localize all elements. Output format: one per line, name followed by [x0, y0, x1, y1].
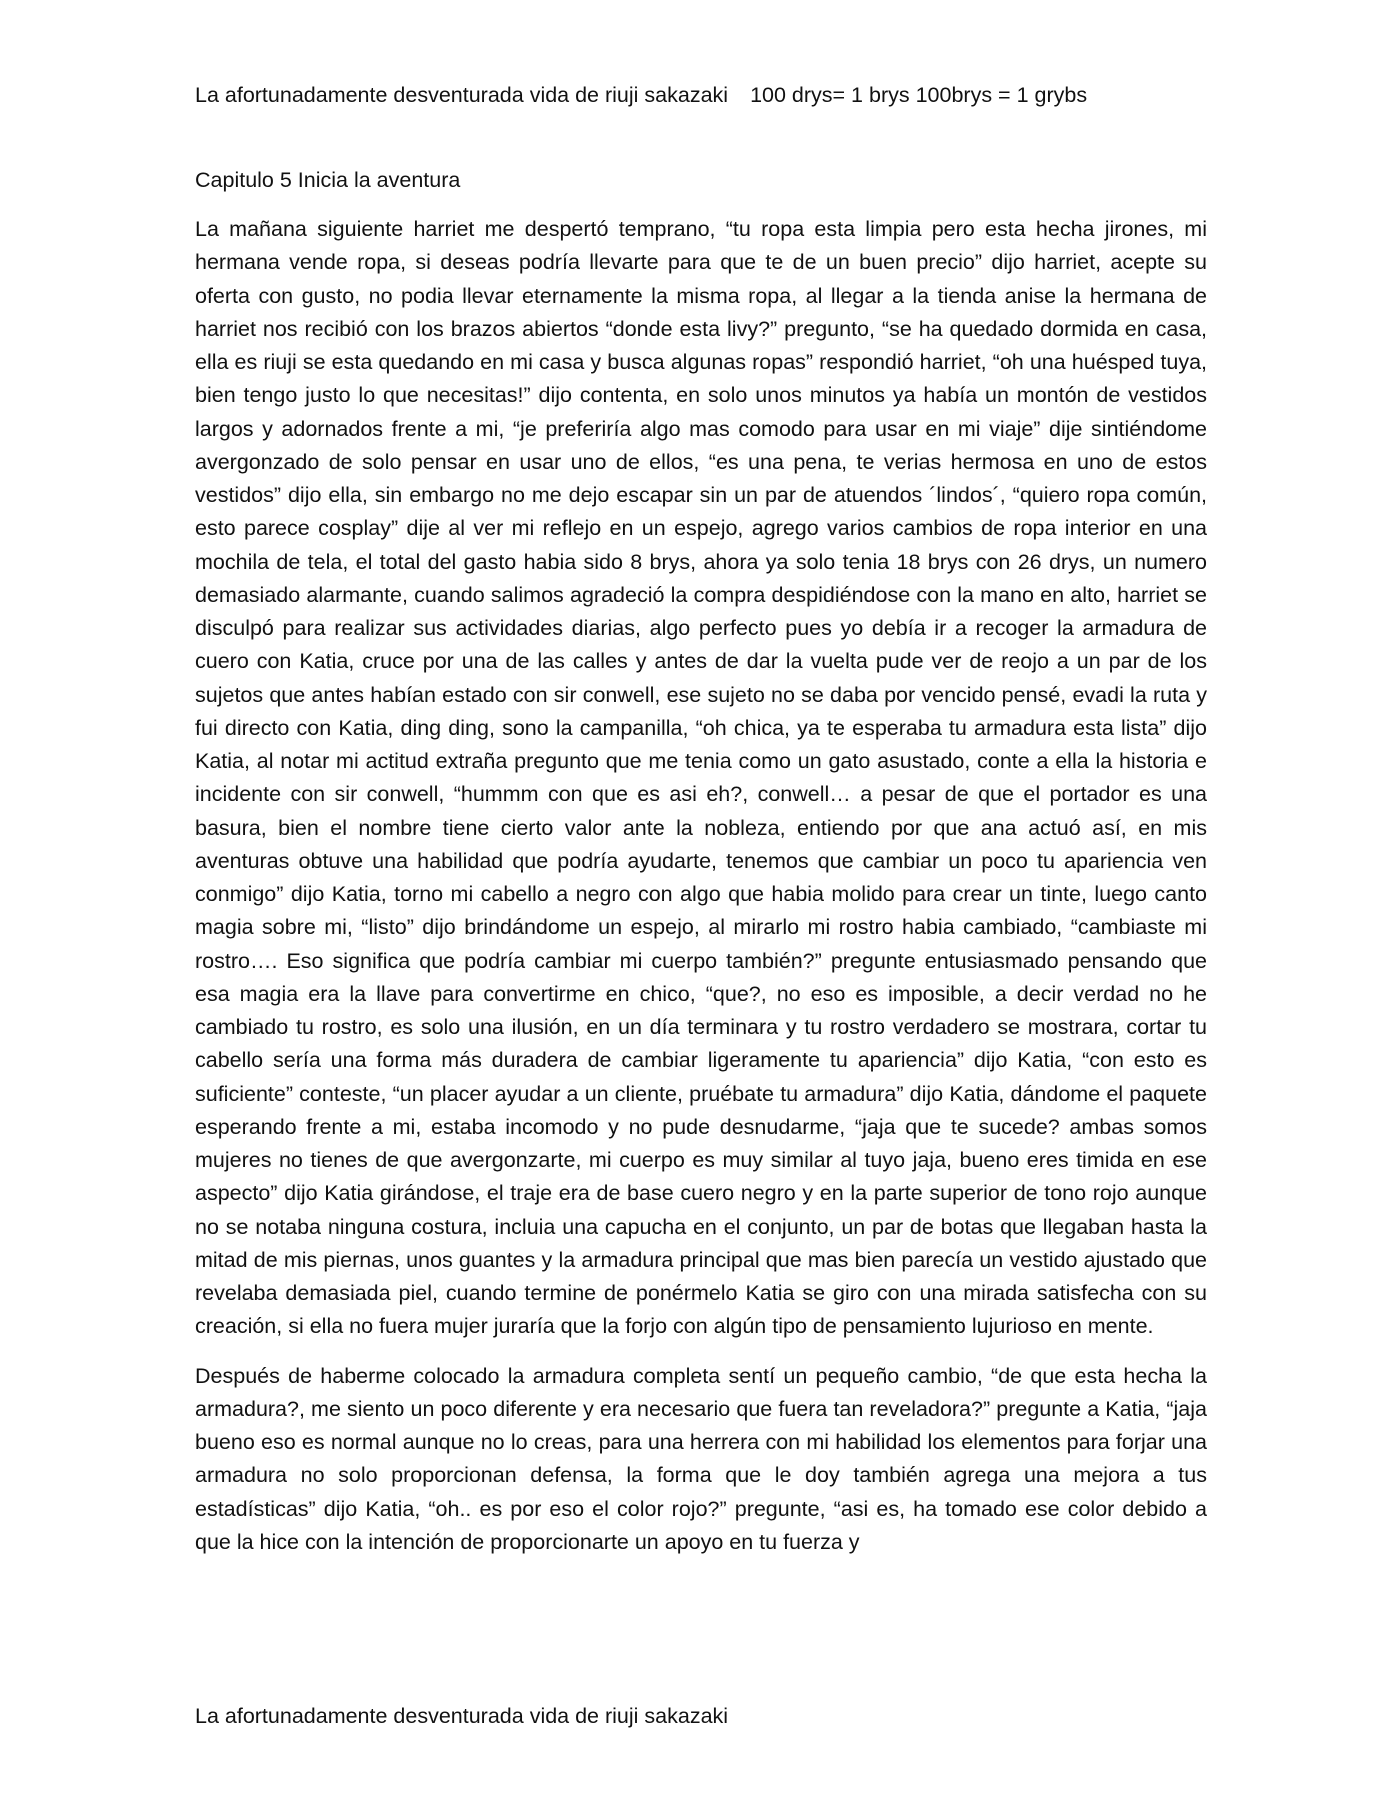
page-footer: La afortunadamente desventurada vida de riuji sakazaki	[195, 1704, 729, 1728]
paragraph: La mañana siguiente harriet me despertó temprano, “tu ropa esta limpia pero esta hecha jirones, mi hermana vende ropa, si deseas podría llevarte para que te de un buen precio” dijo harriet, acepte su oferta con gusto, no podia llevar eternamente la misma ropa, al llegar a la tienda anise la hermana de harriet nos recibió con los brazos abiertos “donde esta livy?” pregunto, “se ha quedado dormida en casa, ella es riuji se esta quedando en mi casa y busca algunas ropas” respondió harriet, “oh una huésped tuya, bien tengo justo lo que necesitas!” dijo contenta, en solo unos minutos ya había un montón de vestidos largos y adornados frente a mi, “je preferiría algo mas comodo para usar en mi viaje” dije sintiéndome avergonzado de solo pensar en usar uno de ellos, “es una pena, te verias hermosa en uno de estos vestidos” dijo ella, sin embargo no me dejo escapar sin un par de atuendos ´lindos´, “quiero ropa común, esto parece cosplay” dije al ver mi reflejo en un espejo, agrego varios cambios de ropa interior en una mochila de tela, el total del gasto habia sido 8 brys, ahora ya solo tenia 18 brys con 26 drys, un numero demasiado alarmante, cuando salimos agradeció la compra despidiéndose con la mano en alto, harriet se disculpó para realizar sus actividades diarias, algo perfecto pues yo debía ir a recoger la armadura de cuero con Katia, cruce por una de las calles y antes de dar la vuelta pude ver de reojo a un par de los sujetos que antes habían estado con sir conwell, ese sujeto no se daba por vencido pensé, evadi la ruta y fui directo con Katia, ding ding, sono la campanilla, “oh chica, ya te esperaba tu armadura esta lista” dijo Katia, al notar mi actitud extraña pregunto que me tenia como un gato asustado, conte a ella la historia e incidente con sir conwell, “hummm con que es asi eh?, conwell… a pesar de que el portador es una basura, bien el nombre tiene cierto valor ante la nobleza, entiendo por que ana actuó así, en mis aventuras obtuve una habilidad que podría ayudarte, tenemos que cambiar un poco tu apariencia ven conmigo” dijo Katia, torno mi cabello a negro con algo que habia molido para crear un tinte, luego canto magia sobre mi, “listo” dijo brindándome un espejo, al mirarlo mi rostro habia cambiado, “cambiaste mi rostro…. Eso significa que podría cambiar mi cuerpo también?” pregunte entusiasmado pensando que esa magia era la llave para convertirme en chico, “que?, no eso es imposible, a decir verdad no he cambiado tu rostro, es solo una ilusión, en un día terminara y tu rostro verdadero se mostrara, cortar tu cabello sería una forma más duradera de cambiar ligeramente tu apariencia” dijo Katia, “con esto es suficiente” conteste, “un placer ayudar a un cliente, pruébate tu armadura” dijo Katia, dándome el paquete esperando frente a mi, estaba incomodo y no pude desnudarme, “jaja que te sucede? ambas somos mujeres no tienes de que avergonzarte, mi cuerpo es muy similar al tuyo jaja, bueno eres timida en ese aspecto” dijo Katia girándose, el traje era de base cuero negro y en la parte superior de tono rojo aunque no se notaba ninguna costura, incluia una capucha en el conjunto, un par de botas que llegaban hasta la mitad de mis piernas, unos guantes y la armadura principal que mas bien parecía un vestido ajustado que revelaba demasiada piel, cuando termine de ponérmelo Katia se giro con una mirada satisfecha con su creación, si ella no fuera mujer juraría que la forjo con algún tipo de pensamiento lujurioso en mente.	[195, 217, 1207, 1339]
paragraph: Después de haberme colocado la armadura completa sentí un pequeño cambio, “de que esta hecha la armadura?, me siento un poco diferente y era necesario que fuera tan reveladora?” pregunte a Katia, “jaja bueno eso es normal aunque no lo creas, para una herrera con mi habilidad los elementos para forjar una armadura no solo proporcionan defensa, la forma que le doy también agrega una mejora a tus estadísticas” dijo Katia, “oh.. es por eso el color rojo?” pregunte, “asi es, ha tomado ese color debido a que la hice con la intención de proporcionarte un apoyo en tu fuerza y	[195, 1363, 1207, 1554]
header-title: La afortunadamente desventurada vida de riuji sakazaki	[195, 83, 729, 107]
chapter-title: Capitulo 5 Inicia la aventura	[195, 168, 461, 192]
chapter-body	[195, 213, 1207, 1575]
page-header	[195, 80, 1215, 110]
currency-note: 100 drys= 1 brys 100brys = 1 grybs	[750, 83, 1088, 107]
